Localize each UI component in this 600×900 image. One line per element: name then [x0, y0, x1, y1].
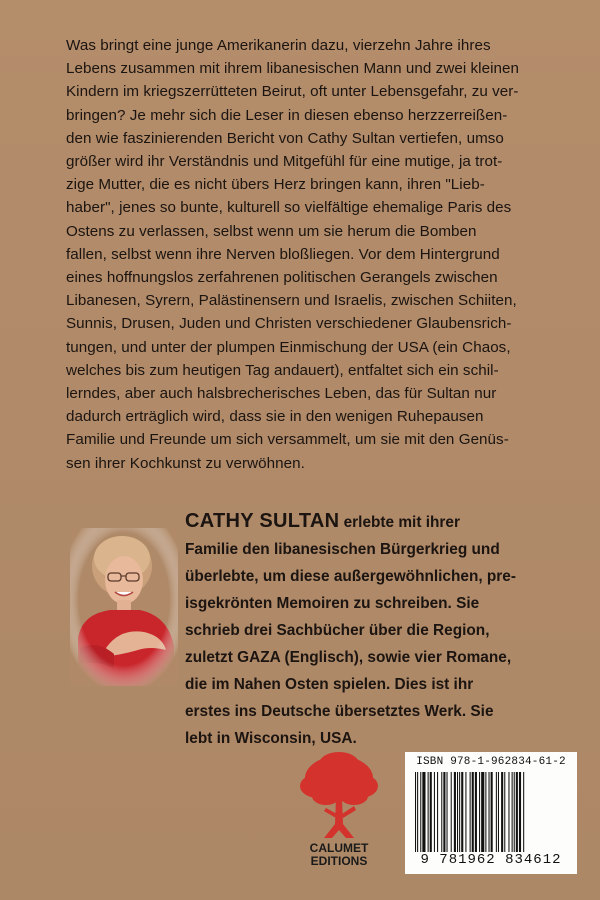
barcode-bar — [470, 772, 471, 852]
barcode-bar — [472, 772, 474, 852]
barcode-bar — [519, 772, 521, 852]
barcode-bar — [498, 772, 499, 852]
barcode-bar — [420, 772, 421, 852]
barcode-bar — [447, 772, 448, 852]
barcode-bar — [516, 772, 518, 852]
barcode-bar — [475, 772, 477, 852]
barcode-bar — [417, 772, 418, 852]
barcode-bar — [465, 772, 466, 852]
barcode-bar — [523, 772, 524, 852]
barcode-bar — [443, 772, 445, 852]
barcode-bar — [434, 772, 435, 852]
barcode-bar — [501, 772, 503, 852]
barcode-bar — [479, 772, 480, 852]
barcode-bar — [508, 772, 509, 852]
author-bio-text: erlebte mit ihrer Familie den libanesischen Bürgerkrieg und überlebte, um diese außergewöhnlichen, pre- isgekrönten Memoiren zu schreiben. Sie schrieb drei Sachbücher über die Region, zuletzt GAZA (Englisch), sowie vier Romane, die im Nahen Osten spielen. Dies ist ihr erstes ins Deutsche übersetztes Werk. Sie lebt in Wisconsin, USA. — [185, 514, 516, 747]
barcode-bar — [512, 772, 513, 852]
barcode-bar — [437, 772, 438, 852]
author-bio — [185, 508, 565, 752]
publisher-name — [296, 842, 382, 868]
barcode-bar — [430, 772, 432, 852]
barcode-bar — [481, 772, 484, 852]
barcode-bar — [485, 772, 486, 852]
isbn-label: ISBN 978-1-962834-61-2 — [416, 756, 566, 768]
author-portrait-image — [70, 528, 178, 686]
barcode-bar — [451, 772, 452, 852]
barcode-bars — [413, 772, 569, 852]
barcode-bar — [514, 772, 515, 852]
barcode-bar — [459, 772, 460, 852]
barcode-bar — [491, 772, 493, 852]
barcode-bar — [422, 772, 425, 852]
barcode-bar — [489, 772, 490, 852]
barcode-bar — [454, 772, 456, 852]
barcode-bar — [461, 772, 463, 852]
cover-blurb-text: Was bringt eine junge Amerikanerin dazu, vierzehn Jahre ihres Lebens zusammen mit ihrem libanesischen Mann und zwei kleinen Kindern im kriegszerrütteten Beirut, oft unter Lebensgefahr, zu ver- bringen? Je mehr sich die Leser in diesen ebenso herzzerreißen- den wie faszinierenden Bericht von Cathy Sultan vertiefen, umso größer wird ihr Verständnis und Mitgefühl für eine mutige, ja trot- zige Mutter, die es nicht übers Herz bringen kann, ihren "Lieb- haber", jenes so bunte, kulturell so vielfältige ehemalige Paris des Ostens zu verlassen, selbst wenn um sie herum die Bomben fallen, selbst wenn ihre Nerven bloßliegen. Vor dem Hintergrund eines hoffnungslos zerfahrenen politischen Gerangels zwischen Libanesen, Syrern, Palästinensern und Israelis, zwischen Schiiten, Sunnis, Drusen, Juden und Christen verschiedener Glaubensrich- tungen, und unter der plumpen Einmischung der USA (ein Chaos, welches bis zum heutigen Tag andauert), entfaltet sich ein schil- lerndes, aber auch halsbrecherisches Leben, das für Sultan nur dadurch erträglich wird, dass sie in den wenigen Ruhepausen Familie und Freunde um sich versammelt, um sie mit den Genüs- sen ihrer Kochkunst zu verwöhnen. — [66, 37, 520, 472]
barcode-bar — [428, 772, 429, 852]
author-name: CATHY SULTAN — [185, 510, 340, 532]
barcode-bar — [441, 772, 442, 852]
barcode-bar — [457, 772, 458, 852]
publisher-name-line1: CALUMET — [309, 841, 369, 855]
barcode-bar — [504, 772, 505, 852]
barcode-bar — [496, 772, 497, 852]
publisher-name-line2: EDITIONS — [310, 854, 368, 868]
isbn-barcode — [405, 752, 577, 874]
barcode-bar — [415, 772, 416, 852]
barcode-digits: 9 781962 834612 — [420, 852, 562, 868]
